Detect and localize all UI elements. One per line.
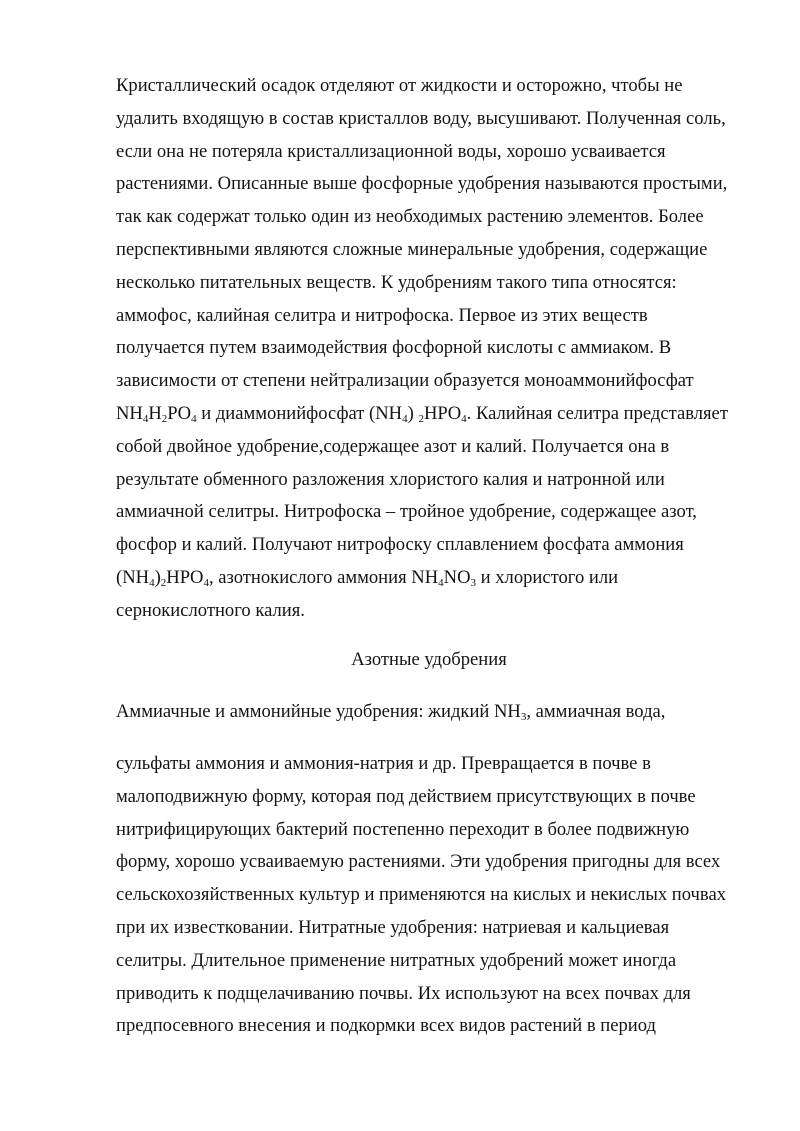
subscript: 4 — [402, 412, 408, 425]
subscript: 4 — [191, 412, 197, 425]
text-line: если она не потеряла кристаллизационной воды, хорошо усваивается — [116, 140, 666, 162]
text-line: так как содержат только один из необходимых растению элементов. Более — [116, 206, 704, 228]
text-fragment: и хлористого или — [476, 566, 619, 588]
subscript: 2 — [418, 412, 424, 425]
text-line: Кристаллический осадок отделяют от жидкости и осторожно, чтобы не — [116, 75, 683, 96]
text-line: результате обменного разложения хлористого калия и натронной или — [116, 468, 665, 490]
text-line: нитрифицирующих бактерий постепенно переходит в более подвижную — [116, 818, 690, 840]
formula-text: NO — [443, 566, 471, 588]
subscript: 4 — [461, 412, 467, 425]
formula-text: HPO — [423, 402, 462, 424]
text-line: сернокислотного калия. — [116, 599, 305, 621]
subscript: 4 — [438, 576, 444, 589]
subscript: 4 — [142, 412, 149, 425]
text-line: при их известковании. Нитратные удобрения: натриевая и кальциевая — [116, 916, 670, 938]
subscript: 3 — [520, 711, 527, 723]
text-line: сульфаты аммония и аммония-натрия и др. Превращается в почве в — [116, 753, 651, 774]
text-line: малоподвижную форму, которая под действием присутствующих в почве — [116, 785, 696, 807]
text-fragment: и диаммонийфосфат (NH — [196, 402, 403, 424]
text-line: получается путем взаимодействия фосфорной кислоты с аммиаком. В — [116, 337, 672, 359]
text-line: несколько питательных веществ. К удобрениям такого типа относятся: — [116, 271, 677, 293]
text-line: перспективными являются сложные минеральные удобрения, содержащие — [116, 238, 708, 260]
text-line: удалить входящую в состав кристаллов воду, высушивают. Полученная соль, — [116, 107, 726, 129]
subscript: 2 — [161, 412, 168, 425]
text-line: селитры. Длительное применение нитратных удобрений может иногда — [116, 949, 677, 971]
text-fragment: Аммиачные и аммонийные удобрения: жидкий NH — [116, 701, 521, 722]
text-fragment: . Калийная селитра представляет — [466, 402, 728, 424]
formula-text: PO — [167, 402, 192, 424]
subscript: 2 — [160, 576, 167, 589]
text-line-formula — [116, 696, 665, 729]
subscript: 4 — [203, 576, 209, 589]
text-line: собой двойное удобрение,содержащее азот и калий. Получается она в — [116, 435, 670, 457]
section-heading: Азотные удобрения — [351, 649, 507, 670]
formula-text: (NH — [116, 566, 150, 588]
text-line: предпосевного внесения и подкормки всех видов растений в период — [116, 1015, 656, 1037]
formula-text: ) — [154, 566, 161, 588]
text-fragment: , аммиачная вода, — [526, 701, 666, 722]
subscript: 3 — [470, 576, 476, 589]
text-line: сельскохозяйственных культур и применяются на кислых и некислых почвах — [116, 884, 726, 906]
text-line: форму, хорошо усваиваемую растениями. Эти удобрения пригодны для всех — [116, 851, 721, 873]
paragraph-phosphate-fertilizers — [116, 70, 728, 628]
text-line: аммофос, калийная селитра и нитрофоска. Первое из этих веществ — [116, 304, 648, 326]
text-line-formula — [116, 398, 728, 431]
text-line: зависимости от степени нейтрализации образуется моноаммонийфосфат — [116, 370, 694, 392]
text-line-formula — [116, 562, 728, 595]
text-line: приводить к подщелачиванию почвы. Их используют на всех почвах для — [116, 982, 691, 1004]
text-fragment: , азотнокислого аммония NH — [208, 566, 439, 588]
text-fragment: ) — [407, 402, 419, 424]
formula-text: NH — [116, 402, 143, 424]
text-line: растениями. Описанные выше фосфорные удобрения называются простыми, — [116, 173, 728, 195]
formula-text: HPO — [166, 566, 204, 588]
text-line: фосфор и калий. Получают нитрофоску сплавлением фосфата аммония — [116, 534, 684, 556]
subscript: 4 — [149, 576, 155, 589]
formula-text: H — [148, 402, 162, 424]
paragraph-nitrogen-fertilizers — [116, 748, 726, 1043]
text-line: аммиачной селитры. Нитрофоска – тройное удобрение, содержащее азот, — [116, 501, 697, 523]
